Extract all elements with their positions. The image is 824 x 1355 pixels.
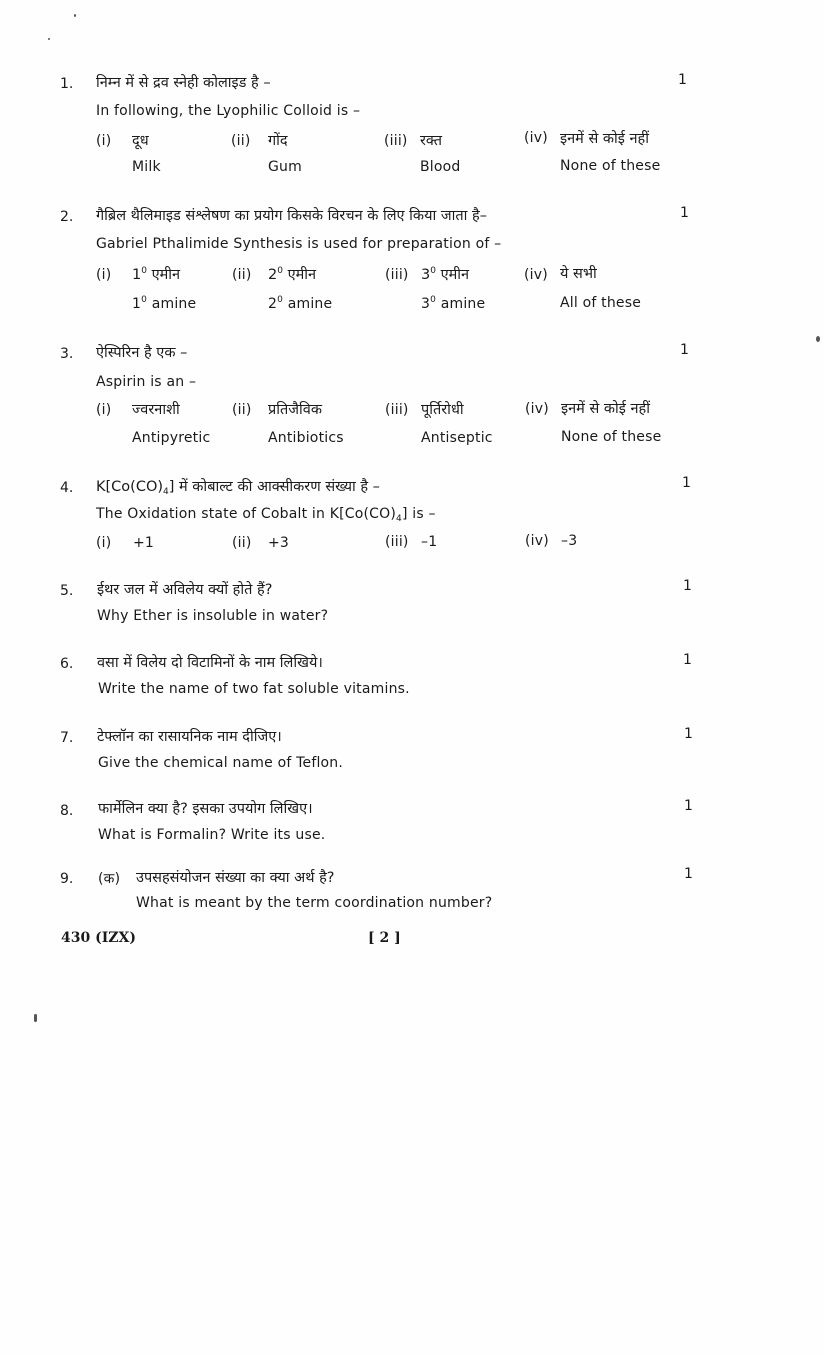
option-english: $2^0$ amine xyxy=(268,295,333,312)
question-text-english: In following, the Lyophilic Colloid is – xyxy=(96,103,361,119)
question-text-hindi: ऐस्पिरिन है एक – xyxy=(96,345,188,361)
option-label: (ii) xyxy=(232,535,252,551)
question-marks: 1 xyxy=(683,578,692,594)
question-text-hindi: $K[Co(CO)_4]$ में कोबाल्ट की आक्सीकरण संख्या है – xyxy=(96,479,380,497)
question-text-english: Gabriel Pthalimide Synthesis is used for preparation of – xyxy=(96,236,502,252)
option-hindi: इनमें से कोई नहीं xyxy=(561,401,650,417)
question-text-english: The Oxidation state of Cobalt in $K[Co(CO)_4]$ is – xyxy=(96,506,436,524)
question-number: 7. xyxy=(60,730,74,746)
option-label: (i) xyxy=(96,535,112,551)
option-label: (iii) xyxy=(385,534,409,550)
option-hindi: ज्वरनाशी xyxy=(132,402,180,418)
question-marks: 1 xyxy=(678,72,687,88)
option-label: (i) xyxy=(96,133,112,149)
option-english: $3^0$ amine xyxy=(421,295,486,312)
option-hindi: दूध xyxy=(132,133,149,149)
question-number: 6. xyxy=(60,656,74,672)
option-hindi: $3^0$ एमीन xyxy=(421,266,470,283)
question-text-english: What is meant by the term coordination number? xyxy=(136,895,493,911)
option-label: (ii) xyxy=(231,133,251,149)
question-number: 5. xyxy=(60,583,74,599)
option-hindi: ये सभी xyxy=(560,266,597,282)
option-hindi: $2^0$ एमीन xyxy=(268,266,317,283)
option-label: (iii) xyxy=(385,402,409,418)
question-marks: 1 xyxy=(682,475,691,491)
option-label: (iv) xyxy=(525,533,549,549)
option-label: (iii) xyxy=(385,267,409,283)
scan-speck xyxy=(34,1014,37,1022)
question-text-english: Write the name of two fat soluble vitamins. xyxy=(98,681,410,697)
option-english: Gum xyxy=(268,159,302,175)
question-text-hindi: वसा में विलेय दो विटामिनों के नाम लिखिये। xyxy=(97,655,323,671)
option-value: +1 xyxy=(133,535,155,551)
question-marks: 1 xyxy=(680,205,689,221)
question-text-hindi: निम्न में से द्रव स्नेही कोलाइड है – xyxy=(96,75,271,91)
question-number: 2. xyxy=(60,209,74,225)
question-text-hindi: ईथर जल में अविलेय क्यों होते हैं? xyxy=(97,582,273,598)
option-english: All of these xyxy=(560,295,642,311)
option-hindi: $1^0$ एमीन xyxy=(132,266,181,283)
question-number: 1. xyxy=(60,76,74,92)
question-text-hindi: उपसहसंयोजन संख्या का क्या अर्थ है? xyxy=(136,870,335,886)
question-part-label: (क) xyxy=(98,871,121,887)
question-text-english: What is Formalin? Write its use. xyxy=(98,827,326,843)
option-hindi: रक्त xyxy=(420,133,442,149)
option-label: (i) xyxy=(96,402,112,418)
question-text-hindi: टेफ्लॉन का रासायनिक नाम दीजिए। xyxy=(97,729,282,745)
option-value: –1 xyxy=(421,534,438,550)
option-label: (ii) xyxy=(232,402,252,418)
question-number: 8. xyxy=(60,803,74,819)
question-number: 9. xyxy=(60,871,74,887)
option-value: –3 xyxy=(561,533,578,549)
option-english: Antibiotics xyxy=(268,430,344,446)
option-label: (iv) xyxy=(525,401,549,417)
question-text-hindi: गैब्रिल थैलिमाइड संश्लेषण का प्रयोग किसके विरचन के लिए किया जाता है– xyxy=(96,208,487,224)
option-hindi: प्रतिजैविक xyxy=(268,402,322,418)
question-marks: 1 xyxy=(680,342,689,358)
option-english: $1^0$ amine xyxy=(132,295,197,312)
option-label: (i) xyxy=(96,267,112,283)
question-text-hindi: फार्मेलिन क्या है? इसका उपयोग लिखिए। xyxy=(98,801,313,817)
option-label: (iii) xyxy=(384,133,408,149)
scan-speck xyxy=(48,38,50,40)
question-marks: 1 xyxy=(684,866,693,882)
question-text-english: Give the chemical name of Teflon. xyxy=(98,755,344,771)
option-english: Antiseptic xyxy=(421,430,493,446)
question-text-english: Aspirin is an – xyxy=(96,374,197,390)
option-english: None of these xyxy=(560,158,661,174)
question-text-english: Why Ether is insoluble in water? xyxy=(97,608,329,624)
option-english: Milk xyxy=(132,159,161,175)
option-hindi: पूर्तिरोधी xyxy=(421,402,464,418)
scan-speck xyxy=(74,14,76,17)
option-hindi: इनमें से कोई नहीं xyxy=(560,131,649,147)
question-number: 4. xyxy=(60,480,74,496)
option-label: (ii) xyxy=(232,267,252,283)
option-english: Antipyretic xyxy=(132,430,211,446)
page-number: [ 2 ] xyxy=(368,930,401,946)
question-marks: 1 xyxy=(683,652,692,668)
option-english: None of these xyxy=(561,429,662,445)
option-label: (iv) xyxy=(524,267,548,283)
option-hindi: गोंद xyxy=(268,133,288,149)
option-value: +3 xyxy=(268,535,290,551)
option-label: (iv) xyxy=(524,130,548,146)
question-number: 3. xyxy=(60,346,74,362)
paper-code: 430 (IZX) xyxy=(61,930,136,946)
question-marks: 1 xyxy=(684,798,693,814)
question-marks: 1 xyxy=(684,726,693,742)
option-english: Blood xyxy=(420,159,461,175)
scan-speck xyxy=(816,336,820,342)
